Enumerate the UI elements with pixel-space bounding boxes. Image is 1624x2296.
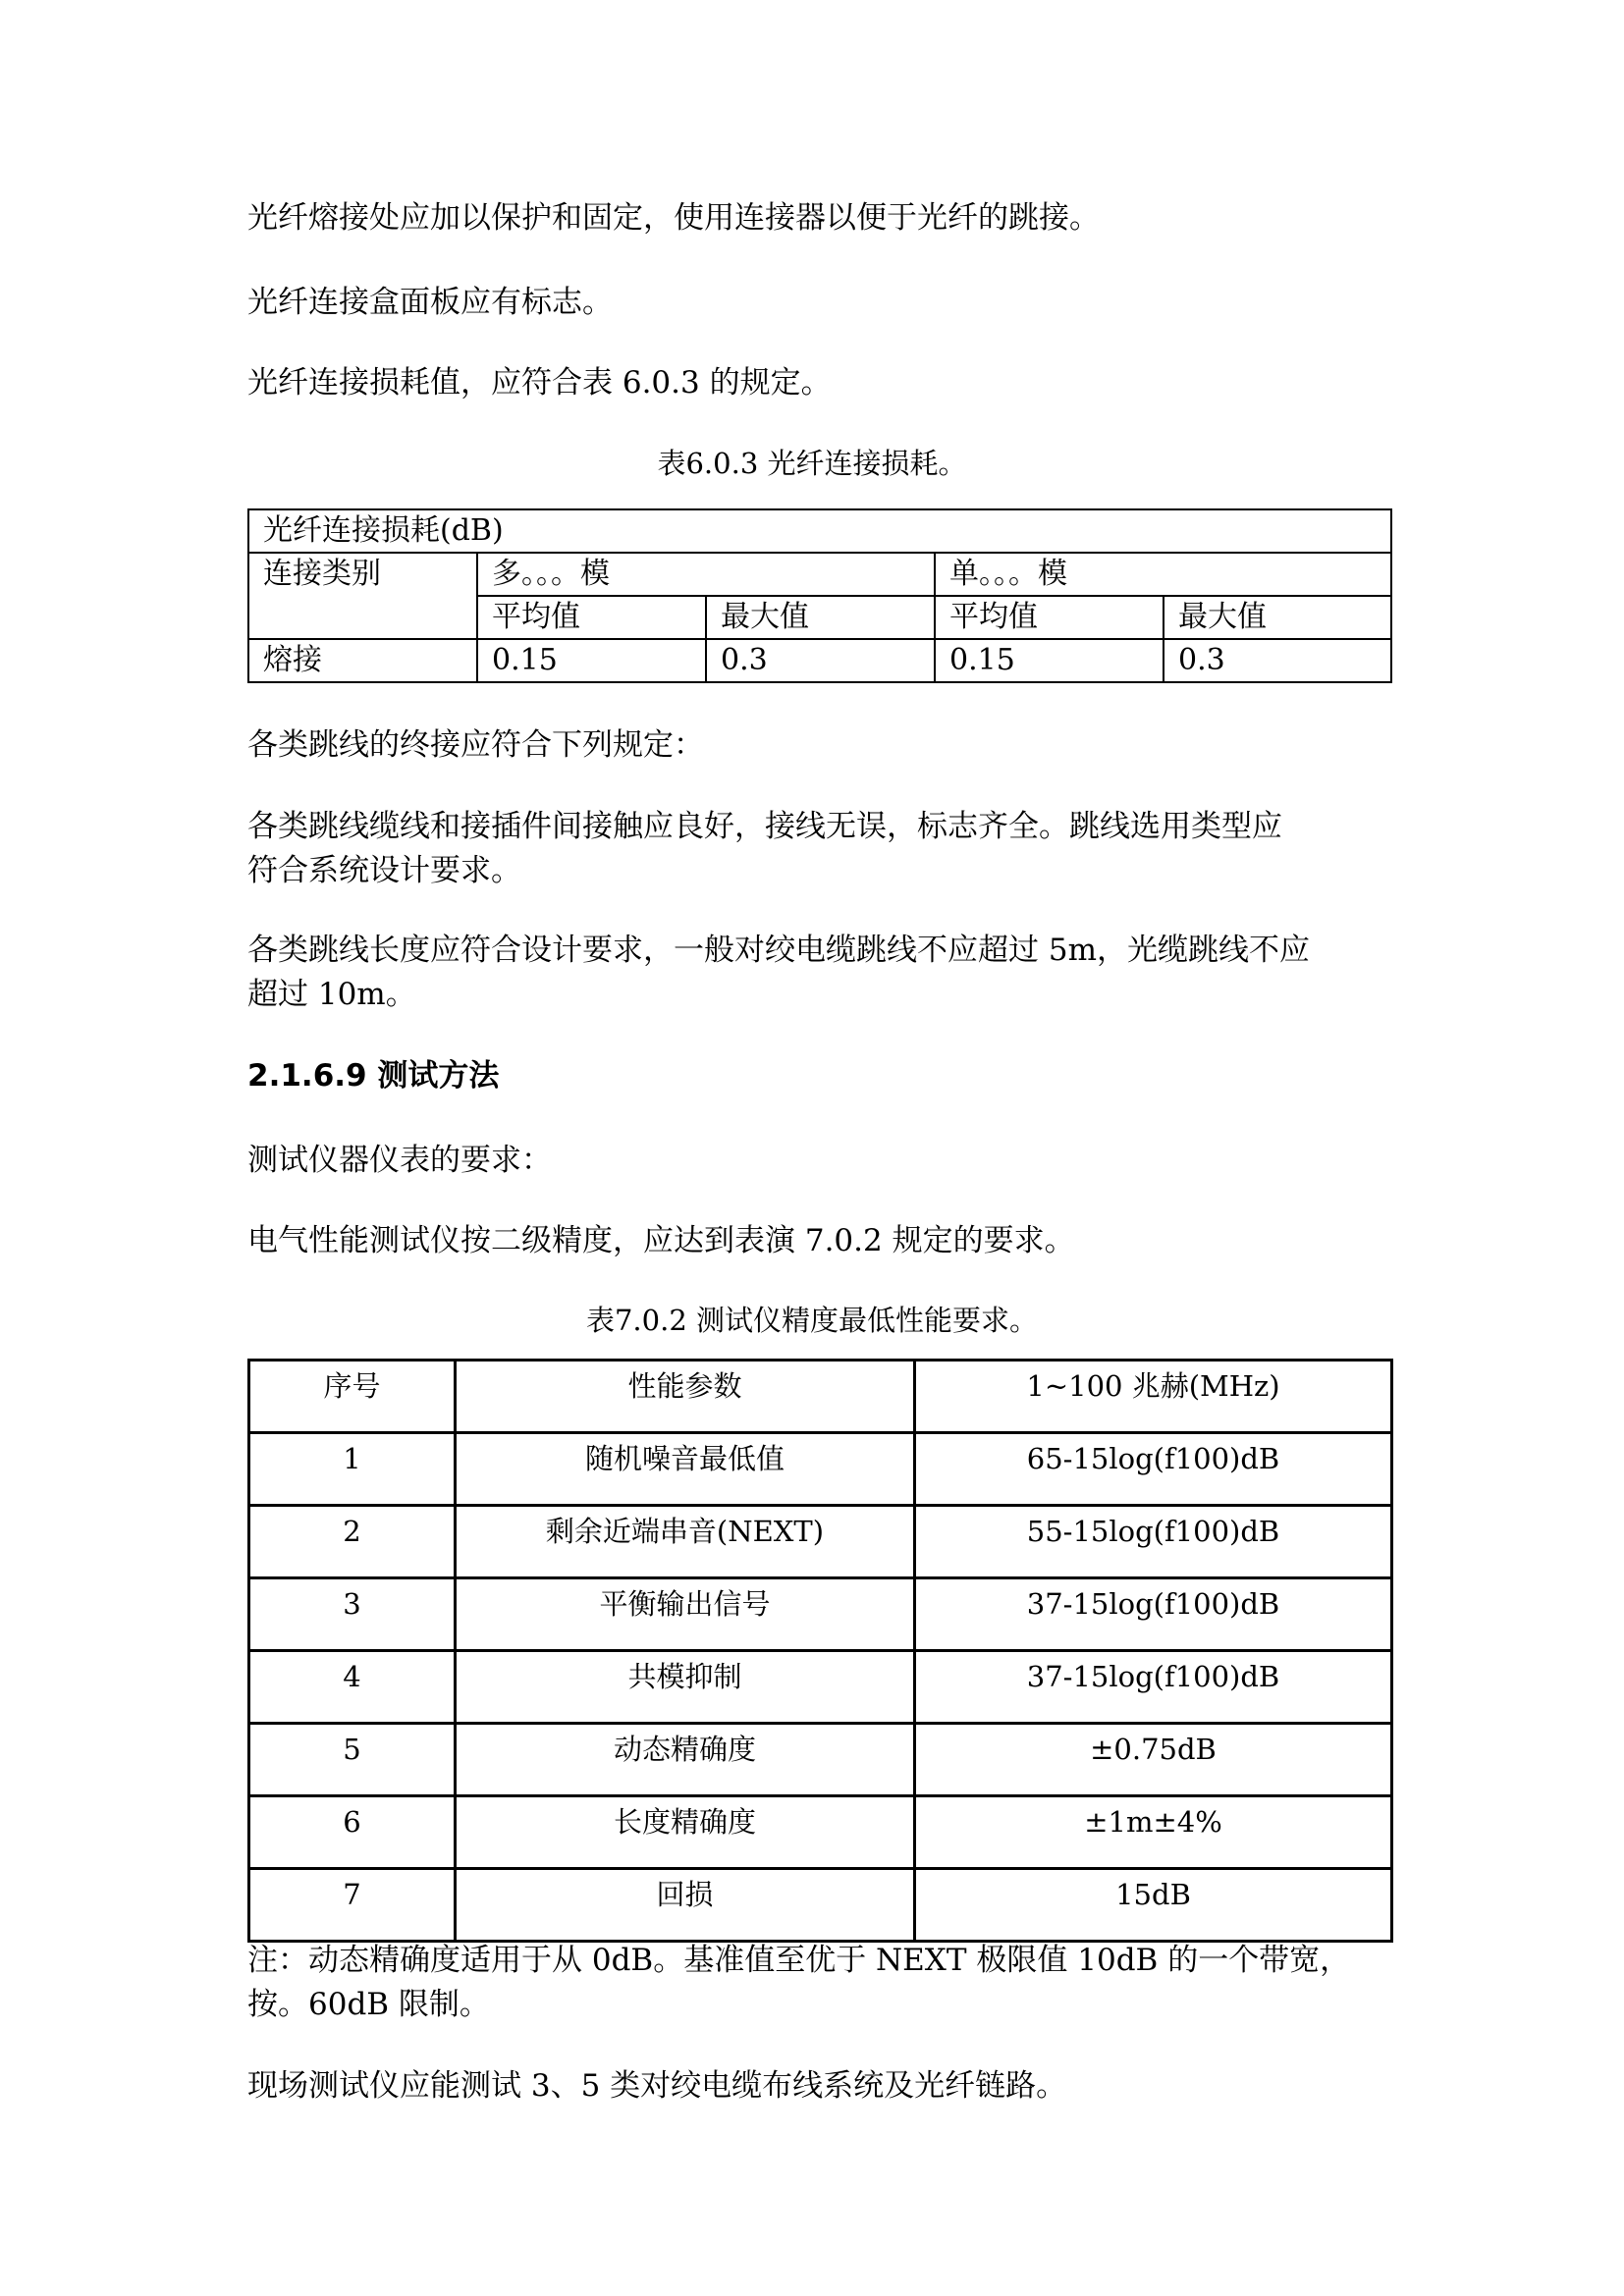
table-cell: 0.3: [1164, 639, 1391, 682]
table-cell: 65-15log(f100)dB: [915, 1433, 1392, 1506]
note-line-1: 注：动态精确度适用于从 0dB。基准值至优于 NEXT 极限值 10dB 的一个带宽，: [247, 1943, 1351, 1978]
table-cell: 2: [249, 1506, 456, 1578]
table-cell: 4: [249, 1651, 456, 1724]
table-row: [249, 1796, 1392, 1869]
table1-header-avg: 平均值: [477, 596, 706, 639]
paragraph-patch-cord-contact-1: 各类跳线缆线和接插件间接触应良好，接线无误，标志齐全。跳线选用类型应: [247, 809, 1282, 844]
table-row: [249, 1506, 1392, 1578]
table2-caption: 表7.0.2 测试仪精度最低性能要求。: [585, 1304, 1038, 1337]
table1-header-max: 最大值: [706, 596, 935, 639]
paragraph-patch-cord-length-2: 超过 10m。: [247, 977, 416, 1012]
table1-multi-mode: 多。。。模: [477, 553, 935, 596]
table1-header-avg: 平均值: [935, 596, 1164, 639]
paragraph-fiber-box-label: 光纤连接盒面板应有标志。: [247, 285, 613, 320]
paragraph-fiber-splice: 光纤熔接处应加以保护和固定，使用连接器以便于光纤的跳接。: [247, 200, 1100, 236]
table-row: [249, 1578, 1392, 1651]
paragraph-patch-cord-contact-2: 符合系统设计要求。: [247, 853, 521, 888]
paragraph-test-instruments: 测试仪器仪表的要求：: [247, 1143, 552, 1178]
paragraph-field-tester: 现场测试仪应能测试 3、5 类对绞电缆布线系统及光纤链路。: [247, 2068, 1067, 2104]
table-cell: 0.3: [706, 639, 935, 682]
table2-header: 序号: [249, 1361, 456, 1433]
table-cell: ±0.75dB: [915, 1724, 1392, 1796]
table-cell: 55-15log(f100)dB: [915, 1506, 1392, 1578]
paragraph-patch-cord-rules: 各类跳线的终接应符合下列规定：: [247, 727, 704, 763]
fiber-loss-table: [247, 508, 1392, 683]
table2-header: 性能参数: [456, 1361, 915, 1433]
table-cell: 37-15log(f100)dB: [915, 1578, 1392, 1651]
table-cell: 共模抑制: [456, 1651, 915, 1724]
table-cell: 0.15: [935, 639, 1164, 682]
table-row: [249, 1869, 1392, 1942]
table1-title: 光纤连接损耗(dB): [248, 509, 1391, 553]
table-cell: 平衡输出信号: [456, 1578, 915, 1651]
table-cell: 长度精确度: [456, 1796, 915, 1869]
table2-header: 1~100 兆赫(MHz): [915, 1361, 1392, 1433]
table1-data-label: 熔接: [248, 639, 477, 682]
table-row: [248, 509, 1391, 553]
table-cell: 回损: [456, 1869, 915, 1942]
table1-caption: 表6.0.3 光纤连接损耗。: [657, 447, 967, 480]
tester-accuracy-table: [247, 1359, 1393, 1943]
table-row: [249, 1433, 1392, 1506]
table-row: [249, 1361, 1392, 1433]
table-cell: 0.15: [477, 639, 706, 682]
note-line-2: 按。60dB 限制。: [247, 1987, 490, 2022]
table-cell: 15dB: [915, 1869, 1392, 1942]
table-cell: 剩余近端串音(NEXT): [456, 1506, 915, 1578]
table-row: [248, 553, 1391, 596]
table1-single-mode: 单。。。模: [935, 553, 1391, 596]
table-cell: 1: [249, 1433, 456, 1506]
paragraph-electrical-test: 电气性能测试仪按二级精度，应达到表演 7.0.2 规定的要求。: [247, 1223, 1075, 1258]
paragraph-fiber-loss: 光纤连接损耗值，应符合表 6.0.3 的规定。: [247, 365, 832, 400]
table-cell: 6: [249, 1796, 456, 1869]
table-cell: 3: [249, 1578, 456, 1651]
table-cell: 随机噪音最低值: [456, 1433, 915, 1506]
table1-header-max: 最大值: [1164, 596, 1391, 639]
table-row: [248, 639, 1391, 682]
table-cell: 动态精确度: [456, 1724, 915, 1796]
table-cell: 37-15log(f100)dB: [915, 1651, 1392, 1724]
table-cell: 7: [249, 1869, 456, 1942]
table-row: [249, 1724, 1392, 1796]
section-heading: 2.1.6.9 测试方法: [247, 1058, 500, 1094]
paragraph-patch-cord-length-1: 各类跳线长度应符合设计要求，一般对绞电缆跳线不应超过 5m，光缆跳线不应: [247, 933, 1310, 968]
table-cell: 5: [249, 1724, 456, 1796]
table1-row-label: 连接类别: [248, 553, 477, 639]
table-cell: ±1m±4%: [915, 1796, 1392, 1869]
table-row: [249, 1651, 1392, 1724]
